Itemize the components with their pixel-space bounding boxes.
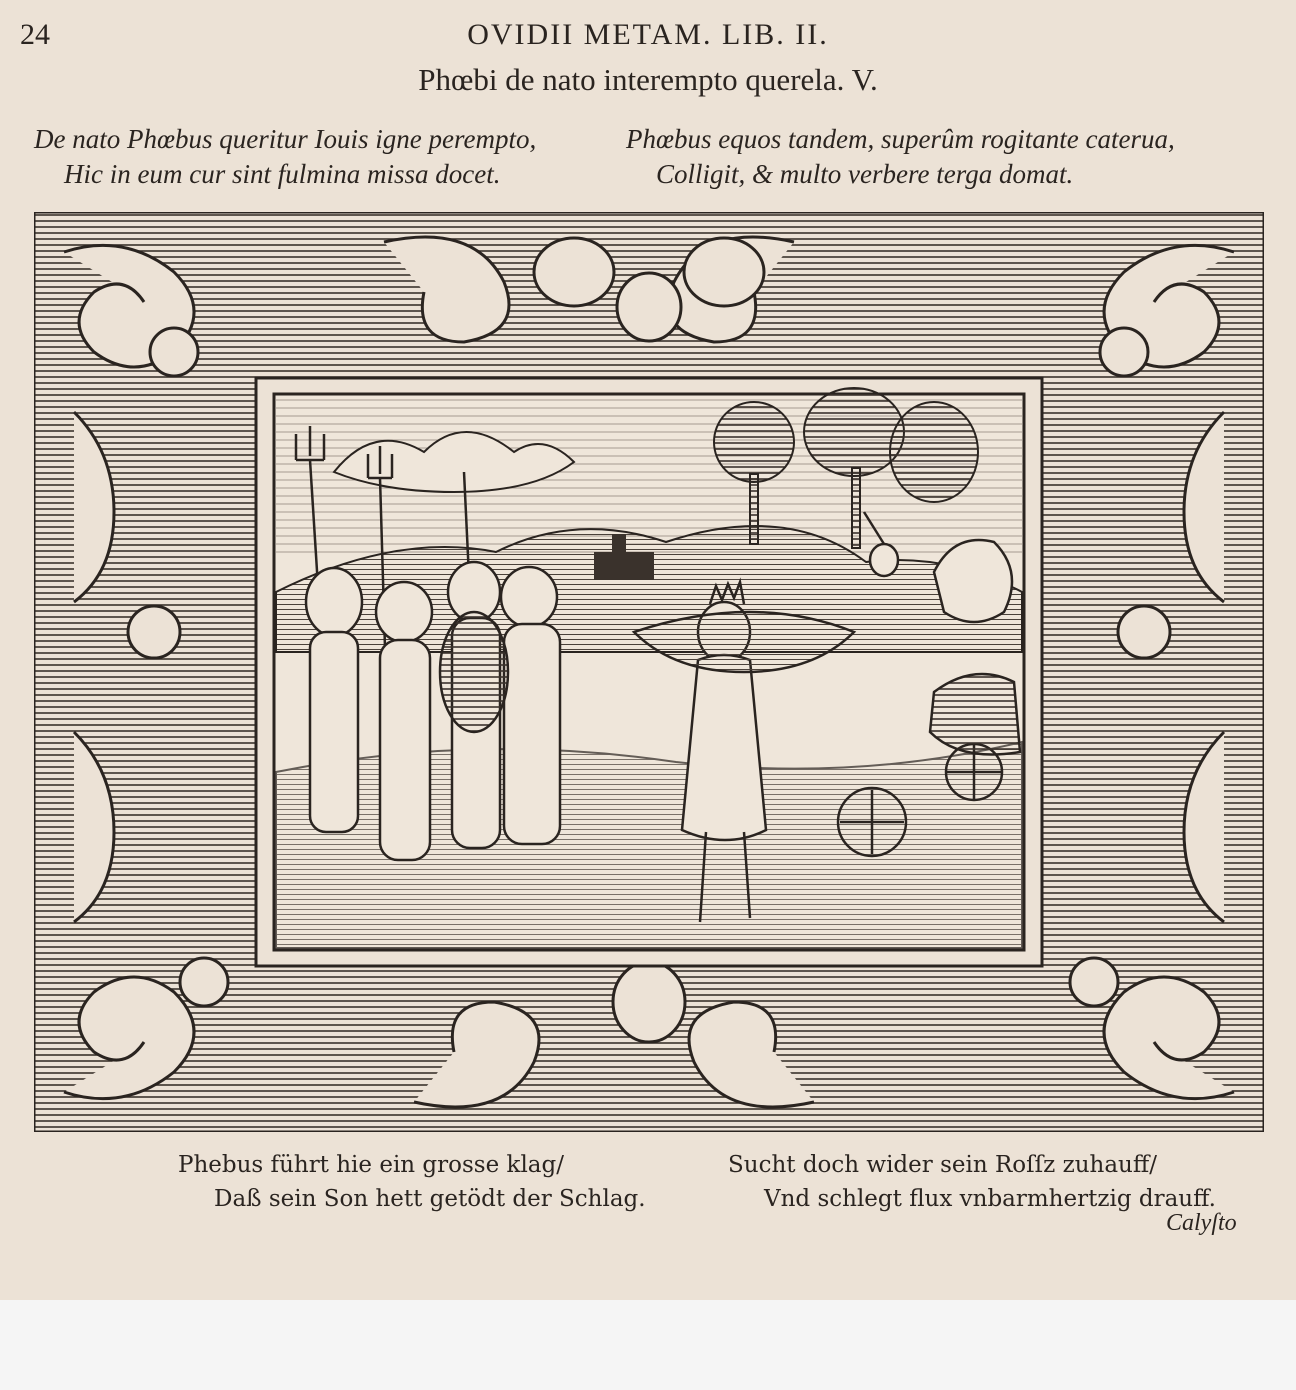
verse-line: De nato Phœbus queritur Iouis igne perempto, — [34, 124, 537, 154]
latin-verse-left — [34, 122, 536, 192]
verse-line: Daß sein Son hett getödt der Schlag. — [214, 1186, 646, 1212]
german-verse-left — [178, 1148, 646, 1216]
verse-line: Colligit, & multo verbere terga domat. — [656, 159, 1074, 189]
verse-line: Sucht doch wider sein Roſſz zuhauff/ — [728, 1152, 1157, 1178]
page-number: 24 — [20, 18, 50, 51]
outer-margin — [0, 1300, 1296, 1390]
verse-line: Hic in eum cur sint fulmina missa docet. — [64, 159, 501, 189]
running-head: OVIDII METAM. LIB. II. — [467, 18, 829, 51]
catchword: Calyſto — [1166, 1210, 1237, 1236]
verse-line: Phebus führt hie ein grosse klag/ — [178, 1152, 564, 1178]
scene — [274, 388, 1024, 950]
german-verse-right — [728, 1148, 1216, 1216]
latin-verse-right — [626, 122, 1175, 192]
section-title: Phœbi de nato interempto querela. V. — [418, 62, 878, 97]
verse-line: Phœbus equos tandem, superûm rogitante caterua, — [626, 124, 1175, 154]
woodcut-illustration — [34, 212, 1264, 1132]
verse-line: Vnd schlegt flux vnbarmhertzig drauff. — [764, 1186, 1216, 1212]
